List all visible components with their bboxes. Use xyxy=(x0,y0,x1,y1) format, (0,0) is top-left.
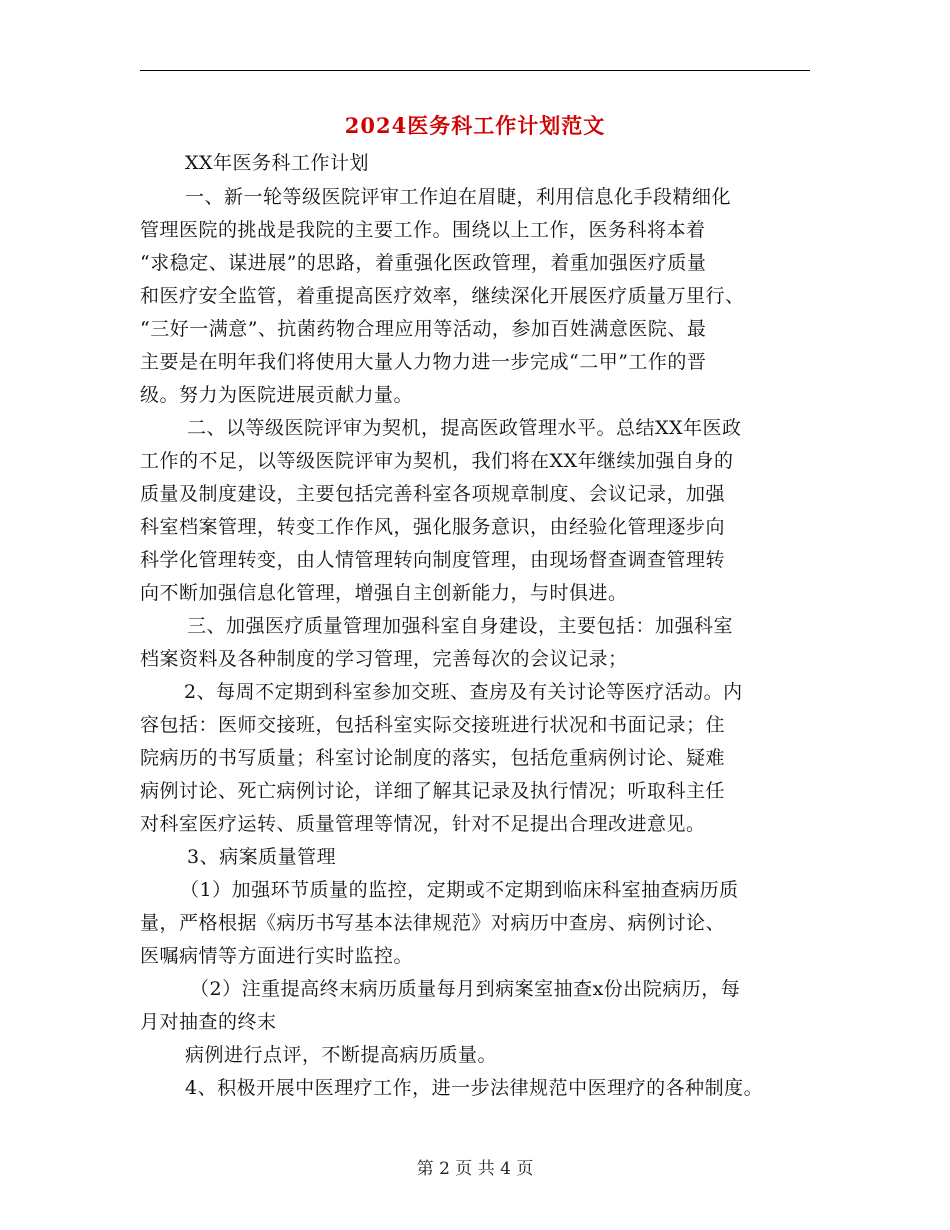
document-title: 2024医务科工作计划范文 xyxy=(344,113,606,138)
page-footer: 第 2 页 共 4 页 xyxy=(416,1159,534,1179)
text-line: 3、病案质量管理 xyxy=(187,846,337,868)
text-line: 档案资料及各种制度的学习管理，完善每次的会议记录； xyxy=(140,648,628,670)
text-line: 病例进行点评，不断提高病历质量。 xyxy=(185,1044,498,1066)
text-line: 4、积极开展中医理疗工作，进一步法律规范中医理疗的各种制度。 xyxy=(185,1077,764,1099)
text-line: 三、加强医疗质量管理加强科室自身建设，主要包括：加强科室 xyxy=(187,615,734,637)
header-rule xyxy=(140,70,810,71)
text-line: 病例讨论、死亡病例讨论，详细了解其记录及执行情况；听取科主任 xyxy=(140,780,726,802)
text-line: 科学化管理转变，由人情管理转向制度管理，由现场督查调查管理转 xyxy=(140,549,726,571)
text-line: （2）注重提高终末病历质量每月到病案室抽查x份出院病历，每 xyxy=(190,978,741,1000)
text-line: 向不断加强信息化管理，增强自主创新能力，与时俱进。 xyxy=(140,582,628,604)
text-line: 容包括：医师交接班，包括科室实际交接班进行状况和书面记录；住 xyxy=(140,714,726,736)
text-line: 科室档案管理，转变工作作风，强化服务意识，由经验化管理逐步向 xyxy=(140,516,726,538)
text-line: 质量及制度建设，主要包括完善科室各项规章制度、会议记录，加强 xyxy=(140,483,726,505)
text-line: 月对抽查的终末 xyxy=(140,1011,277,1033)
text-line: 级。努力为医院进展贡献力量。 xyxy=(140,384,414,406)
text-line: 一、新一轮等级医院评审工作迫在眉睫，利用信息化手段精细化 xyxy=(185,186,732,208)
text-line: XX年医务科工作计划 xyxy=(185,152,370,174)
text-line: （1）加强环节质量的监控，定期或不定期到临床科室抽查病历质 xyxy=(180,879,739,901)
text-line: 医嘱病情等方面进行实时监控。 xyxy=(140,945,414,967)
text-line: 工作的不足，以等级医院评审为契机，我们将在XX年继续加强自身的 xyxy=(140,450,734,472)
text-line: 管理医院的挑战是我院的主要工作。围绕以上工作，医务科将本着 xyxy=(140,219,706,241)
text-line: 二、以等级医院评审为契机，提高医政管理水平。总结XX年医政 xyxy=(187,417,742,439)
text-line: 量，严格根据《病历书写基本法律规范》对病历中查房、病例讨论、 xyxy=(140,912,726,934)
text-line: 2、每周不定期到科室参加交班、查房及有关讨论等医疗活动。内 xyxy=(184,681,743,703)
text-line: 主要是在明年我们将使用大量人力物力进一步完成“二甲”工作的晋 xyxy=(140,351,707,373)
text-line: “求稳定、谋进展”的思路，着重强化医政管理，着重加强医疗质量 xyxy=(140,252,707,274)
text-line: “三好一满意”、抗菌药物合理应用等活动，参加百姓满意医院、最 xyxy=(140,318,707,340)
text-line: 对科室医疗运转、质量管理等情况，针对不足提出合理改进意见。 xyxy=(140,813,706,835)
text-line: 和医疗安全监管，着重提高医疗效率，继续深化开展医疗质量万里行、 xyxy=(140,285,745,307)
text-line: 院病历的书写质量；科室讨论制度的落实，包括危重病例讨论、疑难 xyxy=(140,747,726,769)
